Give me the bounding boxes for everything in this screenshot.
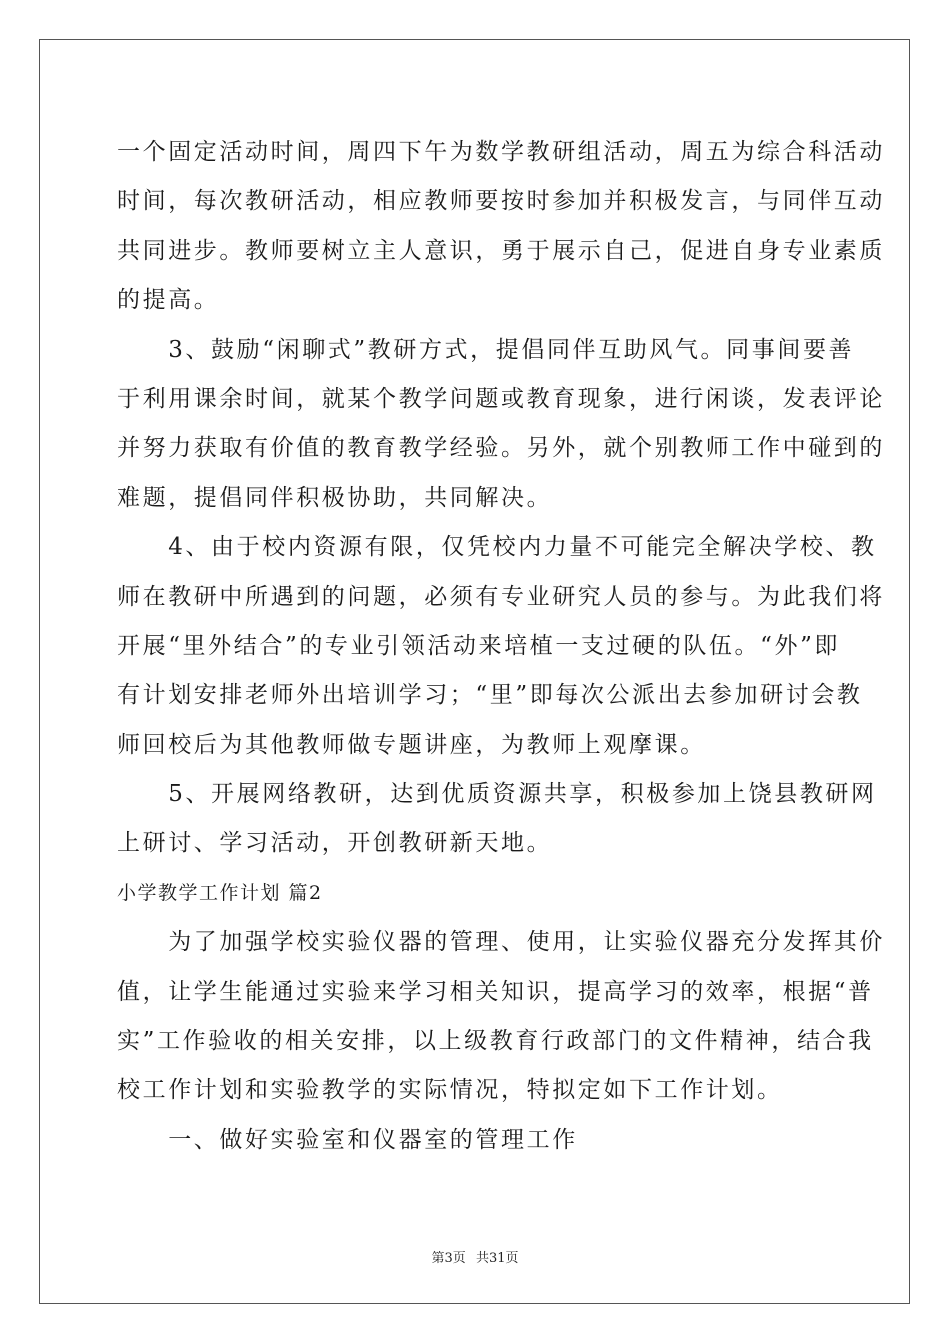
text-line: 为了加强学校实验仪器的管理、使用，让实验仪器充分发挥其价 xyxy=(117,929,885,956)
text-line: 上研讨、学习活动，开创教研新天地。 xyxy=(117,830,553,857)
text-line: 于利用课余时间，就某个教学问题或教育现象，进行闲谈，发表评论 xyxy=(117,385,885,412)
text-line: 的提高。 xyxy=(117,287,220,314)
text-line: 实”工作验收的相关安排，以上级教育行政部门的文件精神，结合我 xyxy=(117,1028,874,1055)
text-line: 4、由于校内资源有限，仅凭校内力量不可能完全解决学校、教 xyxy=(117,534,877,561)
page-number: 第3页 xyxy=(431,1251,466,1266)
text-line: 3、鼓励“闲聊式”教研方式，提倡同伴互助风气。同事间要善 xyxy=(117,336,855,363)
text-line: 师在教研中所遇到的问题，必须有专业研究人员的参与。为此我们将 xyxy=(117,583,885,610)
text-line: 有计划安排老师外出培训学习；“里”即每次公派出去参加研讨会教 xyxy=(117,682,863,709)
text-line: 难题，提倡同伴积极协助，共同解决。 xyxy=(117,484,553,511)
text-line: 一、做好实验室和仪器室的管理工作 xyxy=(117,1126,578,1153)
text-line: 一个固定活动时间，周四下午为数学教研组活动，周五为综合科活动 xyxy=(117,139,885,165)
text-line: 时间，每次教研活动，相应教师要按时参加并积极发言，与同伴互动 xyxy=(117,188,885,215)
text-line: 共同进步。教师要树立主人意识，勇于展示自己，促进自身专业素质 xyxy=(117,237,885,264)
page-total: 共31页 xyxy=(475,1251,519,1266)
text-line: 师回校后为其他教师做专题讲座，为教师上观摩课。 xyxy=(117,731,706,758)
text-line: 并努力获取有价值的教育教学经验。另外，就个别教师工作中碰到的 xyxy=(117,435,885,462)
document-body xyxy=(117,128,885,1165)
text-line: 5、开展网络教研，达到优质资源共享，积极参加上饶县教研网 xyxy=(117,781,877,808)
text-line: 开展“里外结合”的专业引领活动来培植一支过硬的队伍。“外”即 xyxy=(117,632,841,659)
text-line: 校工作计划和实验教学的实际情况，特拟定如下工作计划。 xyxy=(117,1077,783,1104)
text-line: 值，让学生能通过实验来学习相关知识，提高学习的效率，根据“普 xyxy=(117,978,874,1005)
page-footer xyxy=(0,1247,950,1266)
section-heading: 小学教学工作计划 篇2 xyxy=(117,881,323,904)
